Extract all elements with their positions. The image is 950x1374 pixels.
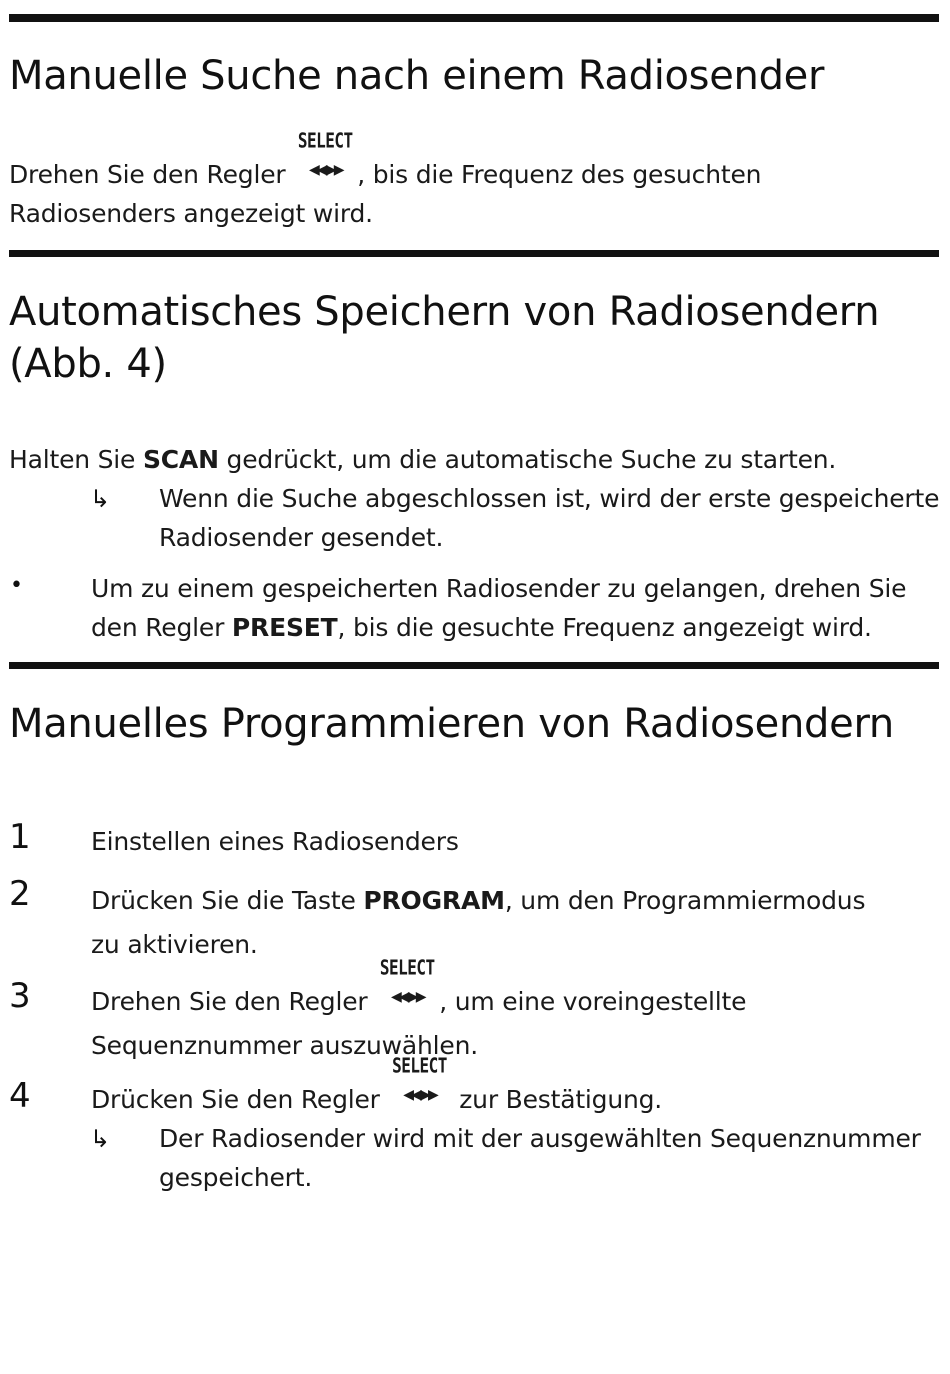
paragraph-text: Drehen Sie den Regler [9,160,294,189]
scan-key-label: SCAN [142,445,219,474]
result-arrow-icon: ↳ [90,485,111,513]
step-text: Sequenznummer auszuwählen. [91,1031,478,1060]
result-text: Radiosender gesendet. [159,523,444,552]
step-text: , um den Programmiermodus [504,886,866,915]
step-number: 3 [9,976,31,1016]
section-divider [9,14,939,22]
bullet-icon: • [10,573,23,598]
select-label: SELECT [379,955,435,980]
paragraph-text: , bis die Frequenz des gesuchten [357,160,762,189]
step-text: zu aktivieren. [91,930,258,959]
bullet-text: den Regler [91,613,232,642]
select-control-icon [293,128,357,183]
paragraph-text: gedrückt, um die automatische Suche zu starten. [218,445,837,474]
paragraph-text: Halten Sie [9,445,143,474]
section-divider [9,250,939,257]
step-text: Drehen Sie den Regler [91,987,376,1016]
program-key-label: PROGRAM [363,886,505,915]
step-text: Drücken Sie die Taste [91,886,364,915]
rewind-forward-icon: ◀◀ ▶▶ [308,162,342,178]
step-2-text [91,879,865,967]
section-heading-auto-store [9,286,879,390]
select-control-icon [375,955,439,1010]
heading-line: (Abb. 4) [9,341,167,387]
step-number: 1 [9,817,31,857]
step-text: Drücken Sie den Regler [91,1085,388,1114]
rewind-forward-icon: ◀◀ ▶▶ [403,1087,436,1103]
step-4-result [159,1119,921,1197]
bullet-text: Um zu einem gespeicherten Radiosender zu gelangen, drehen Sie [91,574,907,603]
preset-key-label: PRESET [231,613,338,642]
step-number: 2 [9,874,31,914]
preset-bullet [91,569,906,647]
step-4-text [91,1053,663,1119]
auto-store-result [159,479,939,557]
select-control-icon [388,1053,452,1108]
bullet-text: , bis die gesuchte Frequenz angezeigt wird. [337,613,872,642]
result-text: gespeichert. [159,1163,313,1192]
result-text: Der Radiosender wird mit der ausgewählten Sequenznummer [159,1124,921,1153]
result-text: Wenn die Suche abgeschlossen ist, wird der erste gespeicherte [159,484,940,513]
section-heading-manual-programming: Manuelles Programmieren von Radiosendern [9,701,894,747]
step-text: zur Bestätigung. [451,1085,663,1114]
select-label: SELECT [297,128,353,153]
select-label: SELECT [392,1053,447,1078]
step-text: , um eine voreingestellte [439,987,747,1016]
rewind-forward-icon: ◀◀ ▶▶ [390,989,424,1005]
step-1-text: Einstellen eines Radiosenders [91,827,459,856]
section-divider [9,662,939,669]
manual-search-paragraph [9,128,762,233]
paragraph-text: Radiosenders angezeigt wird. [9,199,373,228]
heading-line: Automatisches Speichern von Radiosendern [9,289,880,335]
result-arrow-icon: ↳ [90,1125,111,1153]
section-heading-manual-search: Manuelle Suche nach einem Radiosender [9,53,825,99]
step-number: 4 [9,1076,31,1116]
auto-store-paragraph [9,440,836,479]
